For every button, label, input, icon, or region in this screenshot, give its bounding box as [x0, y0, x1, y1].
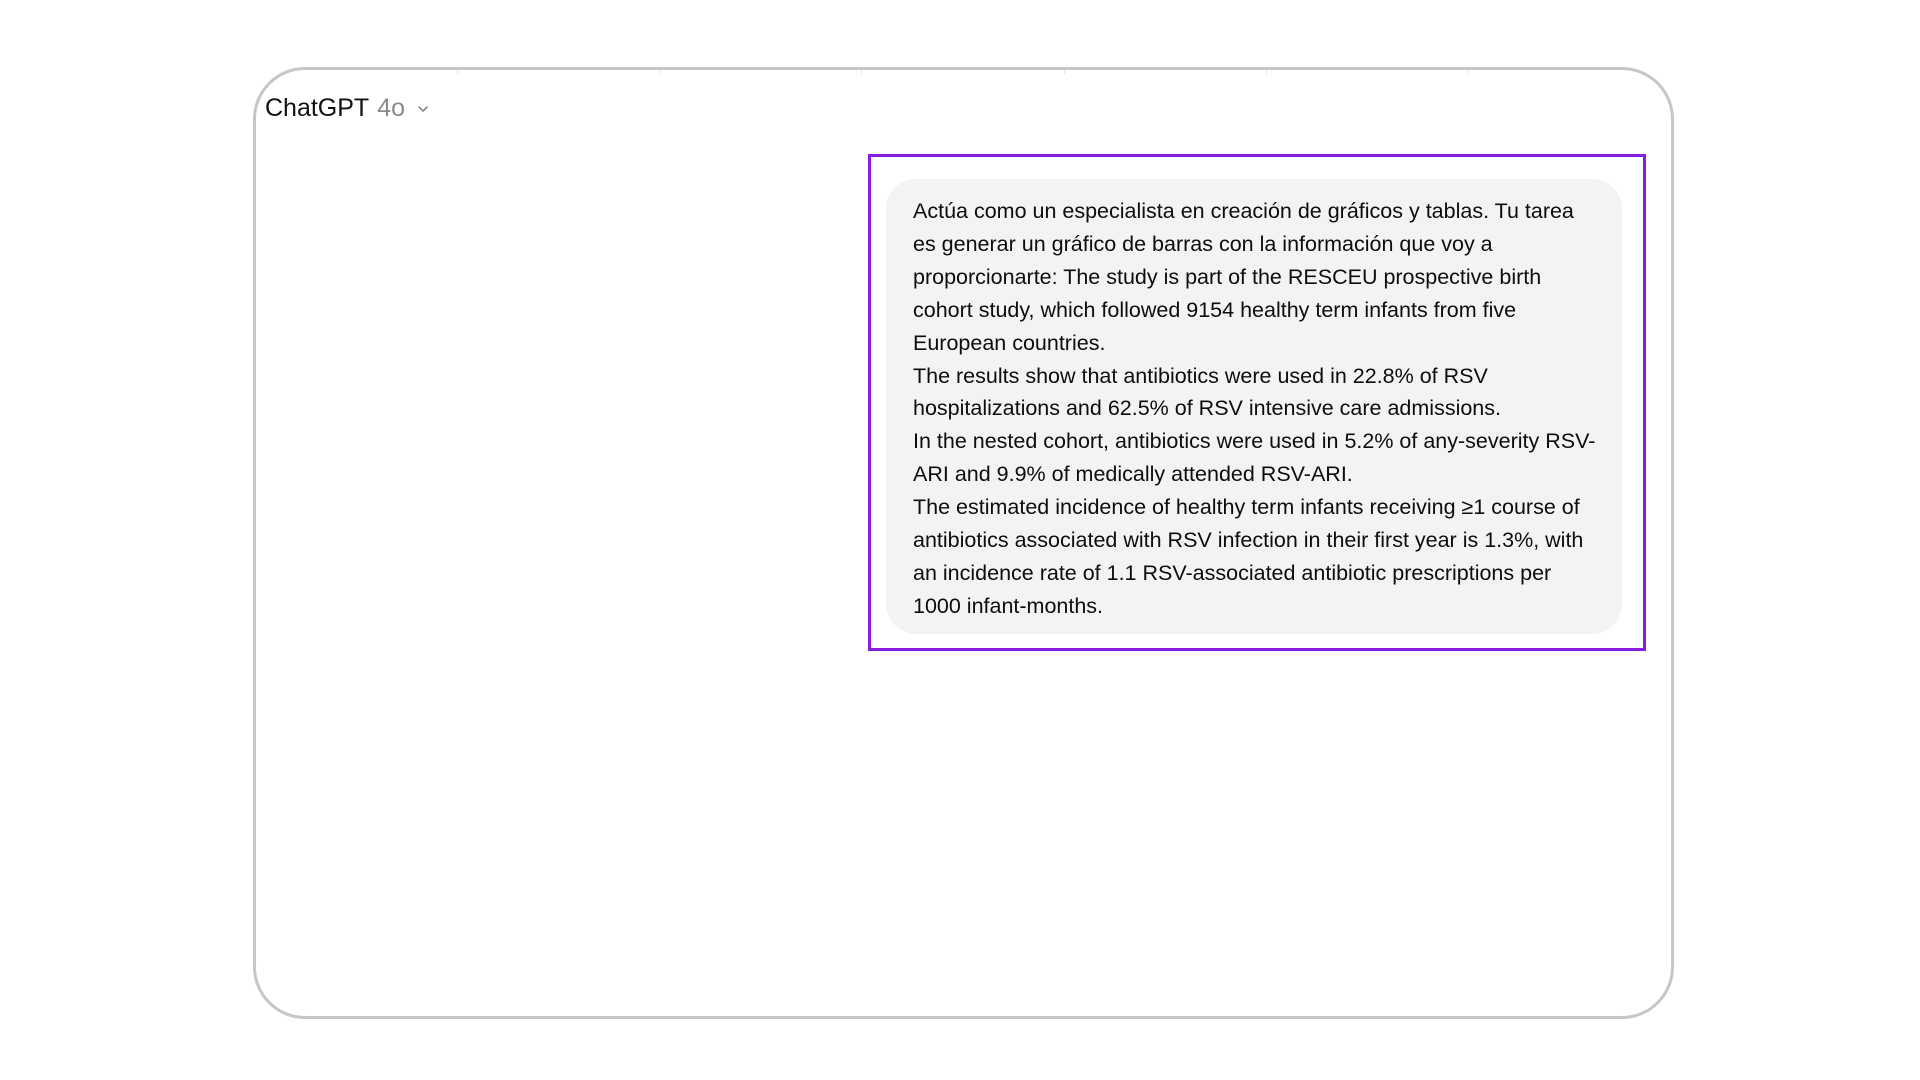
message-paragraph: The results show that antibiotics were used in 22.8% of RSV hospitalizations and 62.5% of RSV intensive care admissions. — [913, 363, 1501, 421]
message-paragraph: In the nested cohort, antibiotics were used in 5.2% of any-severity RSV-ARI and 9.9% of medically attended RSV-ARI. — [913, 429, 1596, 487]
model-selector[interactable] — [265, 94, 429, 123]
chevron-down-icon — [417, 103, 429, 115]
message-paragraph: Actúa como un especialista en creación de gráficos y tablas. Tu tarea es generar un gráfico de barras con la información que voy a proporcionarte: The study is part of the RESCEU prospective birth cohort study, which followed 9154 healthy term infants from five European countries. — [913, 199, 1574, 355]
app-name: ChatGPT — [265, 94, 370, 122]
tab-strip-remnant — [256, 70, 1671, 74]
user-message-bubble — [886, 179, 1622, 634]
message-paragraph: The estimated incidence of healthy term infants receiving ≥1 course of antibiotics associated with RSV infection in their first year is 1.3%, with an incidence rate of 1.1 RSV-associated antibiotic prescriptions per 1000 infant-months. — [913, 495, 1584, 618]
model-name: 4o — [377, 94, 406, 122]
